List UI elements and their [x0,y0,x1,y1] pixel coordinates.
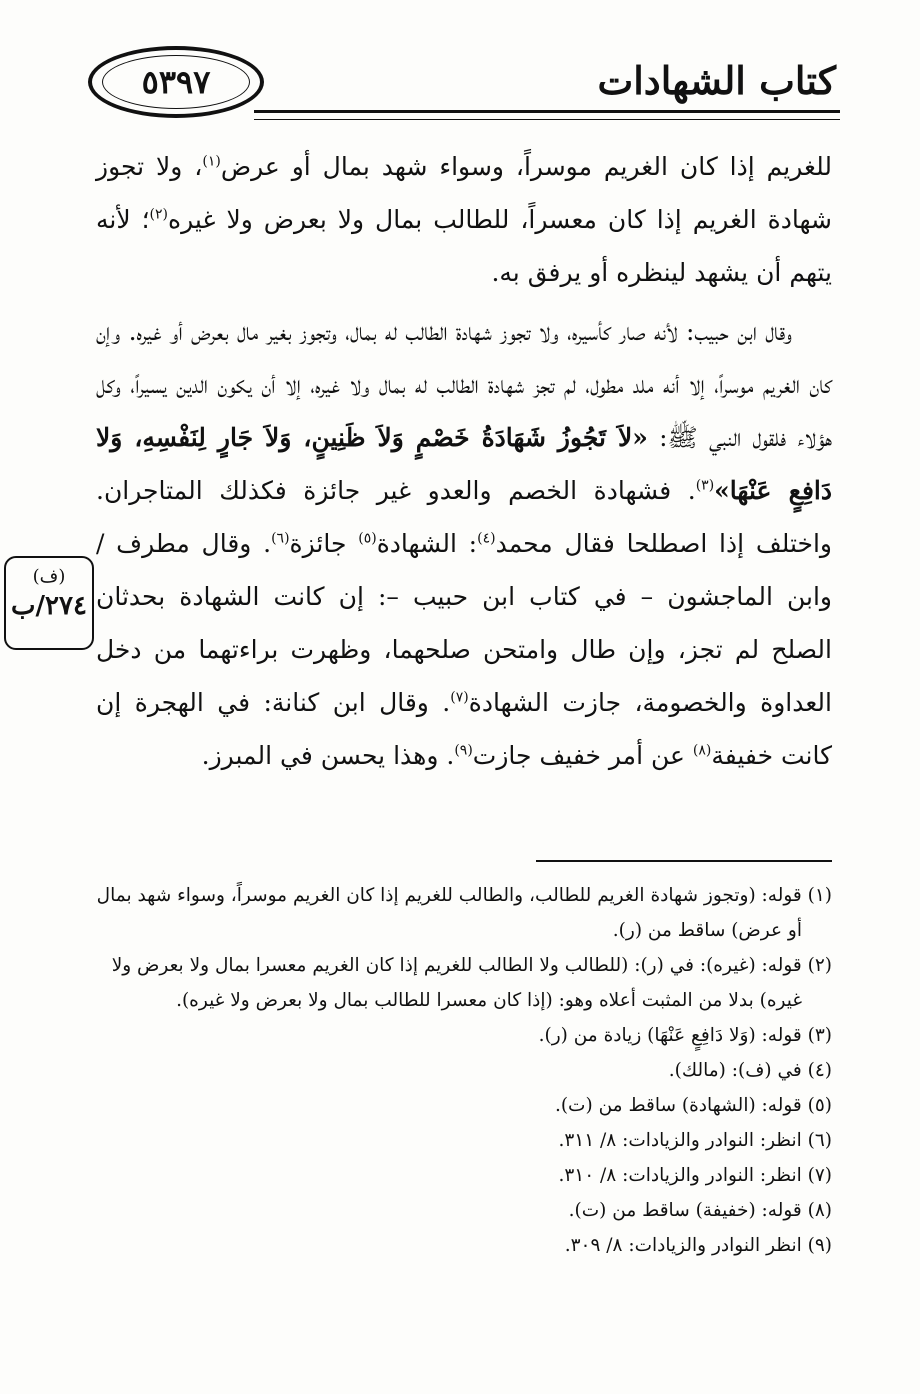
main-text [96,140,832,782]
text-run: : الشهادة [376,529,478,558]
text-run: وقال ابن حبيب: لأنه صار كأسيره، ولا تجوز شهادة الطالب له بمال، وتجوز بغير مال بعرض أو غيره. وإن كان الغريم موسراً، إلا أنه ملد مطول، لم تجز شهادة الطالب له بمال ولا غيره، إلا أن يكون الدين يسيراً، وكل هؤلاء فلقول النبي ﷺ: [96,317,832,452]
footnote-ref[interactable]: (٧) [450,689,469,706]
footnote-ref[interactable]: (٤) [477,530,496,547]
footnote: (٣) قوله: (وَلا دَافِعٍ عَنْهَا) زيادة من (ر). [538,1025,832,1046]
manuscript-margin-note [4,556,94,650]
footnote-ref[interactable]: (٨) [692,742,712,759]
text-run: جائزة [289,529,359,558]
text-run: ؛ لأنه يتهم أن يشهد لينظره أو يرفق به. [96,205,832,287]
text-run: . وقال مطرف / وابن الماجشون – في كتاب ابن حبيب –: إن كانت الشهادة بحدثان الصلح لم تجز، وإن طال وامتحن صلحهما، وظهرت براءتهما من دخل العداوة والخصومة، جازت الشهادة [96,529,832,717]
footnote: (١) قوله: (وتجوز شهادة الغريم للطالب، والطالب للغريم إذا كان الغريم موسراً، وسواء شهد بمال أو عرض) ساقط من (ر). [96,885,832,941]
book-title: كتاب الشهادات [597,58,836,103]
footnote: (٥) قوله: (الشهادة) ساقط من (ت). [554,1095,832,1116]
footnote: (٦) انظر: النوادر والزيادات: ٨/ ٣١١. [558,1130,832,1151]
text-run: عن أمر خفيف جازت [472,741,693,770]
footnote-ref[interactable]: (٣) [695,477,715,494]
folio-number: ٢٧٤/ب [11,591,87,621]
text-run: للغريم إذا كان الغريم موسراً، وسواء شهد بمال أو عرض [220,152,832,181]
footnote: (٨) قوله: (خفيفة) ساقط من (ت). [568,1200,832,1221]
page-header [88,40,840,130]
text-run: . فشهادة الخصم والعدو غير جائزة فكذلك المتاجران. واختلف إذا اصطلحا فقال محمد [96,476,833,558]
hadith-quote: «لاَ تَجُوزُ شَهَادَةُ خَصْمٍ وَلاَ ظَنِينٍ، وَلاَ جَارٍ لِنَفْسِهِ، وَلا دَافِعٍ عَنْهَا» [96,423,833,505]
manuscript-siglum: (ف) [32,566,66,587]
footnote: (٢) قوله: (غيره): في (ر): (للطالب ولا الطالب للغريم إذا كان الغريم معسرا بمال ولا بعرض ولا غيره) بدلا من المثبت أعلاه وهو: (إذا كان معسرا للطالب بمال ولا بعرض ولا غيره). [111,955,832,1011]
footnote-ref[interactable]: (٥) [358,530,377,547]
paragraph-2 [96,305,832,782]
footnote-ref[interactable]: (٢) [149,206,168,223]
footnote-ref[interactable]: (٦) [271,530,290,547]
footnote: (٧) انظر: النوادر والزيادات: ٨/ ٣١٠. [558,1165,832,1186]
page-number: ٥٣٩٧ [141,63,211,101]
footnotes [96,878,832,1263]
text-run: . وقال ابن كنانة: في الهجرة إن كانت خفيفة [96,688,832,770]
page-number-oval [88,46,264,118]
footnote: (٩) انظر النوادر والزيادات: ٨/ ٣٠٩. [564,1235,832,1256]
footnote-ref[interactable]: (١) [202,153,221,170]
footnote-ref[interactable]: (٩) [454,742,473,759]
paragraph-1 [96,140,832,299]
text-run: ، ولا تجوز شهادة الغريم إذا كان معسراً، للطالب بمال ولا بعرض ولا غيره [96,152,832,234]
header-rule [254,110,840,120]
footnote: (٤) في (ف): (مالك). [668,1060,832,1081]
text-run: . وهذا يحسن في المبرز. [201,741,455,770]
footnote-separator [536,860,832,862]
